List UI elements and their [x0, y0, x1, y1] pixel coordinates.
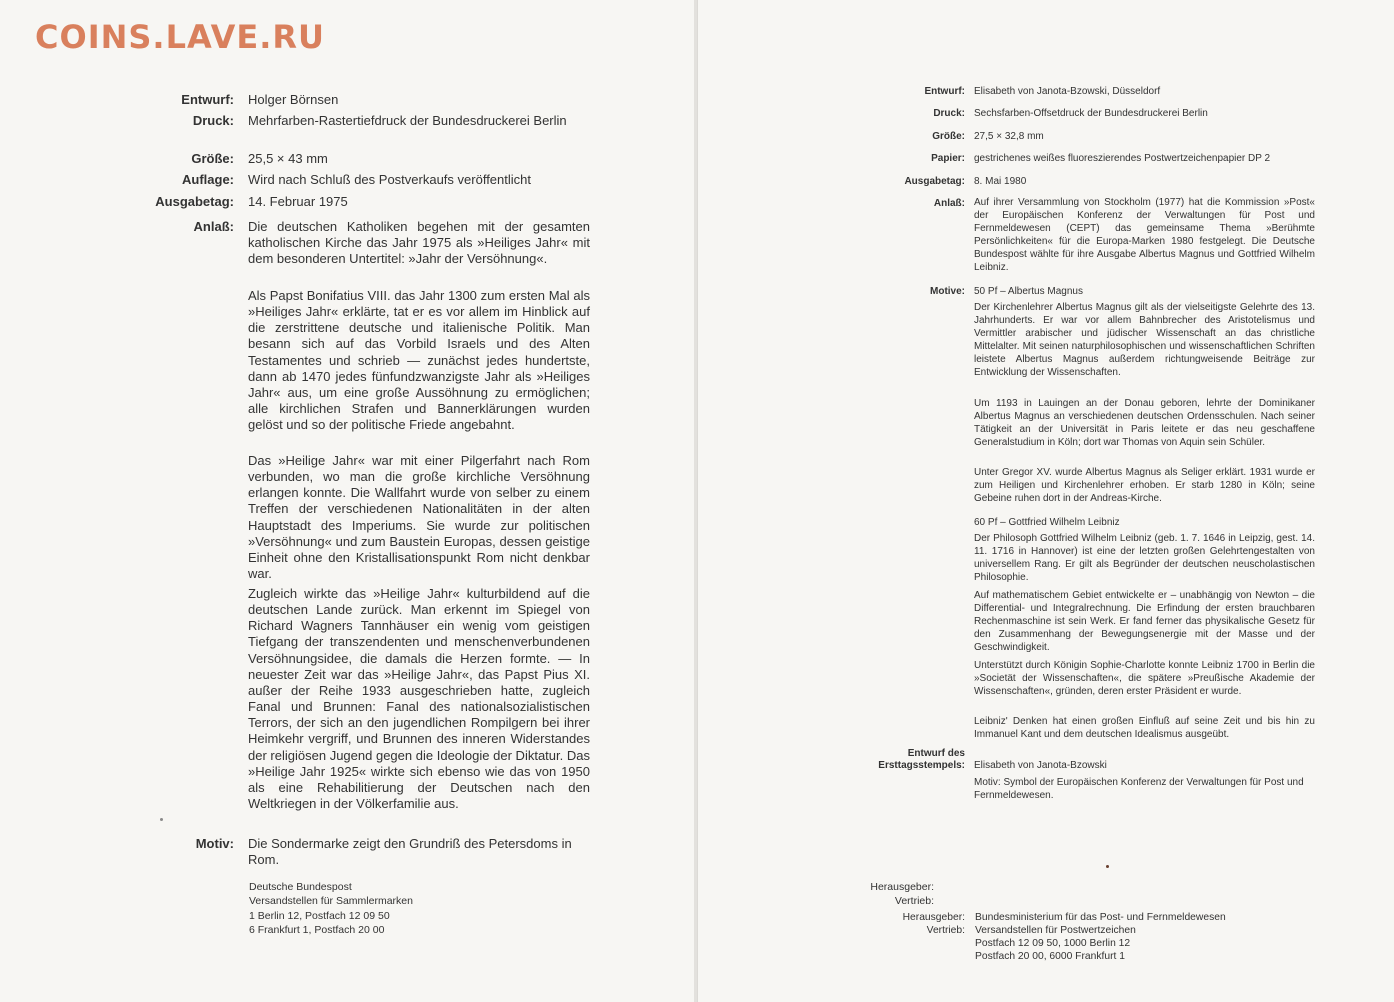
stempel-label-line2: Ersttagsstempels: — [878, 760, 965, 771]
right-vertrieb-label: Vertrieb: — [926, 925, 965, 936]
field-value: 14. Februar 1975 — [248, 194, 348, 209]
right-field-label: Entwurf: — [924, 86, 965, 97]
field-value: 25,5 × 43 mm — [248, 151, 328, 166]
right-field-label: Ausgabetag: — [904, 176, 965, 187]
left-anlass-paragraph: Als Papst Bonifatius VIII. das Jahr 1300 zum ersten Mal als »Heiliges Jahr« erklärte, tat er es vor allem im Hinblick auf die zerstrittene deutsche und italienische Politik. Man besann sich auf das Vorbild Israels und des Alten Testamentes und schrieb — zunächst jedes hundertste, dann ab 1470 jedes fünfundzwanzigste Jahr als »Heiliges Jahr« aus, um eine große Aussöhnung zu ermöglichen; alle kirchlichen Strafen und Bannerklärungen wurden gelöst und so der politische Friede angebahnt. — [248, 288, 590, 433]
left-vertrieb-label: Vertrieb: — [894, 895, 934, 907]
motive-title-leibniz: 60 Pf – Gottfried Wilhelm Leibniz — [974, 517, 1120, 528]
motive-leibniz-paragraph: Auf mathematischem Gebiet entwickelte er – unabhängig von Newton – die Differential- und Integralrechnung. Die Erfindung der ersten brauchbaren Rechenmaschine ist sein Werk. Er fand ferner das physikalische Gesetz für den Zusammenhang der Bewegungsenergie mit der Masse und der Geschwindigkeit. — [974, 590, 1315, 653]
motive-title-albertus: 50 Pf – Albertus Magnus — [974, 286, 1083, 297]
right-field-value: gestrichenes weißes fluoreszierendes Postwertzeichenpapier DP 2 — [974, 153, 1271, 164]
field-label: Größe: — [191, 151, 234, 166]
paper-speck — [1106, 865, 1109, 868]
motiv-label: Motiv: — [195, 836, 234, 851]
right-field-value: Sechsfarben-Offsetdruck der Bundesdruckerei Berlin — [974, 108, 1208, 119]
left-vertrieb-line: 6 Frankfurt 1, Postfach 20 00 — [249, 924, 385, 936]
left-motiv-text: Die Sondermarke zeigt den Grundriß des Petersdoms in Rom. — [248, 836, 572, 868]
right-field-label: Größe: — [932, 131, 965, 142]
right-field-label: Papier: — [931, 153, 965, 164]
left-anlass-paragraph: Zugleich wirkte das »Heilige Jahr« kulturbildend auf die deutschen Lande zurück. Man erkennt im Spiegel von Richard Wagners Tannhäuser ein wenig vom geistigen Tiefgang der transzendenten und menschenverbundenen Versöhnungsidee, die damals die Herzen formte. — In neuester Zeit war das »Heilige Jahr«, das Papst Pius XI. außer der Reihe 1933 ausgeschrieben hatte, zugleich Fanal und Brunnen: Fanal des nationalsozialistischen Terrors, der sich an den jugendlichen Rompilgern bei ihrer Heimkehr vergriff, und Brunnen des inneren Widerstandes der religiösen Jugend gegen die Ideologie der Diktatur. Das »Heilige Jahr 1925« wirkte sich ebenso wie das von 1950 als eine Rehabilitierung der Deutschen nach den Weltkriegen in der Völkerfamilie aus. — [248, 586, 590, 812]
left-anlass-paragraph: Das »Heilige Jahr« war mit einer Pilgerfahrt nach Rom verbunden, wo man die große kirchliche Versöhnung erlangen konnte. Die Wallfahrt wurde von selber zu einem Treffen der verschiedenen Nationalitäten in der alten Hauptstadt des Imperiums. Sie wurde zur politischen »Versöhnung« und zum Baustein Europas, dessen geistige Einheit ohne den Kristallisationspunkt Rom nicht denkbar war. — [248, 453, 590, 582]
field-value: Holger Börnsen — [248, 92, 339, 107]
right-field-label: Druck: — [933, 108, 965, 119]
right-vertrieb-line: Postfach 20 00, 6000 Frankfurt 1 — [975, 951, 1125, 962]
motive-leibniz-paragraph: Leibniz' Denken hat einen großen Einfluß auf seine Zeit und bis hin zu Immanuel Kant und dem deutschen Idealismus ausgeübt. — [974, 716, 1315, 740]
paper-speck — [160, 818, 163, 821]
right-field-value: Elisabeth von Janota-Bzowski, Düsseldorf — [974, 86, 1161, 97]
right-field-value: 8. Mai 1980 — [974, 176, 1027, 187]
anlass-label: Anlaß: — [193, 219, 234, 234]
stempel-motiv: Motiv: Symbol der Europäischen Konferenz der Verwaltungen für Post und Fernmeldewesen. — [974, 777, 1304, 801]
motive-leibniz-paragraph: Unterstützt durch Königin Sophie-Charlotte konnte Leibniz 1700 in Berlin die »Societät der Wissenschaften«, die spätere »Preußische Akademie der Wissenschaften«, gründen, deren erster Präsident er wurde. — [974, 660, 1315, 697]
left-vertrieb-line: Versandstellen für Sammlermarken — [249, 895, 413, 907]
left-herausgeber-label: Herausgeber: — [870, 881, 934, 893]
field-label: Entwurf: — [181, 92, 234, 107]
right-herausgeber-value: Bundesministerium für das Post- und Fernmeldewesen — [975, 912, 1226, 923]
right-field-value: 27,5 × 32,8 mm — [974, 131, 1044, 142]
motive-albertus-paragraph: Der Kirchenlehrer Albertus Magnus gilt als der vielseitigste Gelehrte des 13. Jahrhunderts. Er war vor allem Bahnbrecher des Aristotelismus und Vermittler arabischer und jüdischer Wissenschaft an das christliche Mittelalter. Mit seinen naturphilosophischen und wissenschaftlichen Schriften leistete Albertus Magnus außerdem richtungweisende Beiträge zur Entwicklung der Wissenschaften. — [974, 302, 1315, 378]
right-anlass-text: Auf ihrer Versammlung von Stockholm (1977) hat die Kommission »Post« der Europäischen Konferenz der Verwaltungen für Post und Fernmeldewesen (CEPT) das gemeinsame Thema »Berühmte Persönlichkeiten« für die Europa-Marken 1980 festgelegt. Die Deutsche Bundespost wählte für ihre Ausgabe Albertus Magnus und Gottfried Wilhelm Leibniz. — [974, 197, 1315, 273]
right-vertrieb-line: Postfach 12 09 50, 1000 Berlin 12 — [975, 938, 1131, 949]
field-label: Druck: — [192, 113, 234, 128]
right-anlass-label: Anlaß: — [933, 198, 965, 209]
stempel-label-line1: Entwurf des — [907, 748, 965, 759]
field-value: Wird nach Schluß des Postverkaufs veröffentlicht — [248, 172, 531, 187]
right-vertrieb-line: Versandstellen für Postwertzeichen — [975, 925, 1136, 936]
left-anlass-paragraph: Die deutschen Katholiken begehen mit der gesamten katholischen Kirche das Jahr 1975 als »Heiliges Jahr« mit dem besonderen Untertitel: »Jahr der Versöhnung«. — [248, 219, 590, 267]
motive-leibniz-paragraph: Der Philosoph Gottfried Wilhelm Leibniz (geb. 1. 7. 1646 in Leipzig, gest. 14. 11. 1716 in Hannover) ist eine der letzten großen Gelehrtengestalten von universellem Rang. Er gilt als Begründer der deutschen neuscholastischen Philosophie. — [974, 533, 1315, 583]
left-herausgeber-value: Deutsche Bundespost — [249, 881, 352, 893]
left-vertrieb-line: 1 Berlin 12, Postfach 12 09 50 — [249, 910, 390, 922]
watermark: COINS.LAVE.RU — [35, 18, 325, 56]
right-herausgeber-label: Herausgeber: — [902, 912, 965, 923]
field-value: Mehrfarben-Rastertiefdruck der Bundesdruckerei Berlin — [248, 113, 567, 128]
motive-albertus-paragraph: Unter Gregor XV. wurde Albertus Magnus als Seliger erklärt. 1931 wurde er zum Heiligen und Kirchenlehrer erhoben. Er starb 1280 in Köln; seine Gebeine ruhen dort in der Andreas-Kirche. — [974, 467, 1315, 504]
field-label: Auflage: — [182, 172, 234, 187]
right-motive-label: Motive: — [930, 286, 965, 297]
field-label: Ausgabetag: — [155, 194, 234, 209]
stempel-designer: Elisabeth von Janota-Bzowski — [974, 760, 1107, 771]
motive-albertus-paragraph: Um 1193 in Lauingen an der Donau geboren, lehrte der Dominikaner Albertus Magnus an verschiedenen deutschen Ordensschulen. Nach seiner Tätigkeit an der Universität in Paris leitete er das neu geschaffene Generalstudium in Köln; dort war Thomas von Aquin sein Schüler. — [974, 398, 1315, 448]
